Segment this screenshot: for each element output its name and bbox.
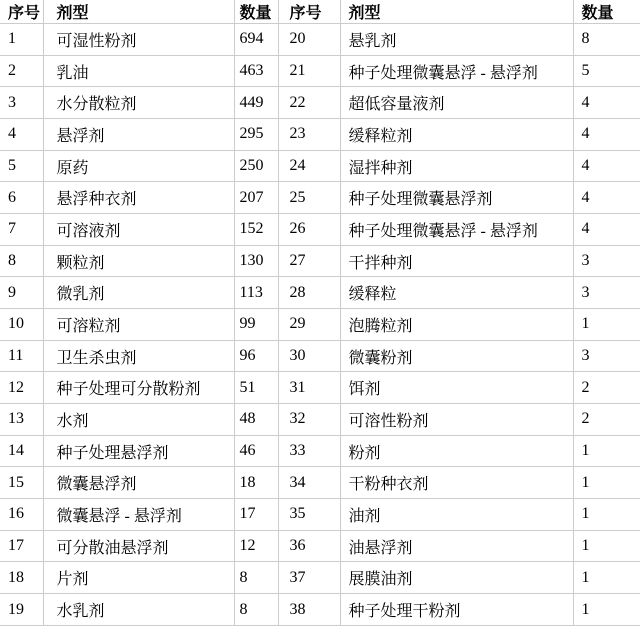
table-row [0, 594, 640, 626]
formulation-cell: 微乳剂 [43, 277, 234, 309]
serial-cell: 22 [278, 87, 340, 119]
serial-cell: 4 [0, 119, 43, 151]
formulation-cell: 悬浮剂 [43, 119, 234, 151]
formulation-cell: 干粉种衣剂 [340, 467, 573, 499]
table-row [0, 150, 640, 182]
serial-cell: 14 [0, 435, 43, 467]
formulation-cell: 可溶液剂 [43, 214, 234, 246]
formulation-cell: 种子处理微囊悬浮剂 [340, 182, 573, 214]
count-cell: 1 [573, 435, 640, 467]
formulation-cell: 可溶粒剂 [43, 309, 234, 341]
formulation-cell: 饵剂 [340, 372, 573, 404]
serial-cell: 21 [278, 55, 340, 87]
formulation-cell: 水分散粒剂 [43, 87, 234, 119]
formulation-cell: 微囊悬浮剂 [43, 467, 234, 499]
count-cell: 12 [234, 530, 278, 562]
count-cell: 113 [234, 277, 278, 309]
serial-cell: 7 [0, 214, 43, 246]
count-cell: 99 [234, 309, 278, 341]
table-row [0, 435, 640, 467]
count-cell: 295 [234, 119, 278, 151]
count-cell: 4 [573, 150, 640, 182]
formulation-cell: 湿拌种剂 [340, 150, 573, 182]
table-row [0, 499, 640, 531]
formulation-cell: 油剂 [340, 499, 573, 531]
formulation-cell: 种子处理悬浮剂 [43, 435, 234, 467]
table-row [0, 55, 640, 87]
formulation-cell: 可溶性粉剂 [340, 404, 573, 436]
serial-cell: 28 [278, 277, 340, 309]
table-row [0, 530, 640, 562]
count-cell: 18 [234, 467, 278, 499]
table-body [0, 24, 640, 626]
formulation-cell: 水剂 [43, 404, 234, 436]
formulation-cell: 可分散油悬浮剂 [43, 530, 234, 562]
formulation-cell: 微囊悬浮 - 悬浮剂 [43, 499, 234, 531]
formulation-cell: 片剂 [43, 562, 234, 594]
serial-cell: 25 [278, 182, 340, 214]
table-row [0, 372, 640, 404]
table-row [0, 119, 640, 151]
count-cell: 1 [573, 499, 640, 531]
count-cell: 3 [573, 277, 640, 309]
count-cell: 8 [573, 24, 640, 56]
serial-cell: 15 [0, 467, 43, 499]
count-cell: 449 [234, 87, 278, 119]
count-cell: 5 [573, 55, 640, 87]
count-cell: 4 [573, 214, 640, 246]
table-row [0, 24, 640, 56]
serial-cell: 23 [278, 119, 340, 151]
serial-cell: 34 [278, 467, 340, 499]
count-cell: 1 [573, 594, 640, 626]
table-row [0, 309, 640, 341]
serial-cell: 35 [278, 499, 340, 531]
count-cell: 694 [234, 24, 278, 56]
count-cell: 3 [573, 245, 640, 277]
table-row [0, 214, 640, 246]
count-cell: 51 [234, 372, 278, 404]
table-row [0, 562, 640, 594]
serial-cell: 31 [278, 372, 340, 404]
formulation-cell: 种子处理微囊悬浮 - 悬浮剂 [340, 214, 573, 246]
serial-cell: 17 [0, 530, 43, 562]
formulation-cell: 可湿性粉剂 [43, 24, 234, 56]
serial-cell: 30 [278, 340, 340, 372]
count-cell: 207 [234, 182, 278, 214]
serial-cell: 24 [278, 150, 340, 182]
count-cell: 46 [234, 435, 278, 467]
count-cell: 17 [234, 499, 278, 531]
header-row [0, 0, 640, 24]
count-cell: 3 [573, 340, 640, 372]
header-count-right: 数量 [573, 0, 640, 24]
serial-cell: 26 [278, 214, 340, 246]
formulation-cell: 颗粒剂 [43, 245, 234, 277]
header-formulation-right: 剂型 [340, 0, 573, 24]
count-cell: 96 [234, 340, 278, 372]
formulation-cell: 种子处理可分散粉剂 [43, 372, 234, 404]
serial-cell: 33 [278, 435, 340, 467]
formulation-cell: 缓释粒 [340, 277, 573, 309]
count-cell: 8 [234, 594, 278, 626]
formulation-cell: 卫生杀虫剂 [43, 340, 234, 372]
serial-cell: 12 [0, 372, 43, 404]
serial-cell: 6 [0, 182, 43, 214]
serial-cell: 3 [0, 87, 43, 119]
serial-cell: 29 [278, 309, 340, 341]
count-cell: 463 [234, 55, 278, 87]
formulation-cell: 油悬浮剂 [340, 530, 573, 562]
serial-cell: 11 [0, 340, 43, 372]
serial-cell: 18 [0, 562, 43, 594]
table-row [0, 182, 640, 214]
count-cell: 48 [234, 404, 278, 436]
count-cell: 1 [573, 562, 640, 594]
serial-cell: 2 [0, 55, 43, 87]
serial-cell: 19 [0, 594, 43, 626]
count-cell: 1 [573, 309, 640, 341]
serial-cell: 38 [278, 594, 340, 626]
count-cell: 1 [573, 530, 640, 562]
formulation-cell: 缓释粒剂 [340, 119, 573, 151]
formulation-cell: 乳油 [43, 55, 234, 87]
table-row [0, 467, 640, 499]
header-count-left: 数量 [234, 0, 278, 24]
serial-cell: 20 [278, 24, 340, 56]
table-row [0, 340, 640, 372]
count-cell: 152 [234, 214, 278, 246]
serial-cell: 16 [0, 499, 43, 531]
formulation-cell: 干拌种剂 [340, 245, 573, 277]
serial-cell: 5 [0, 150, 43, 182]
count-cell: 8 [234, 562, 278, 594]
formulation-cell: 种子处理干粉剂 [340, 594, 573, 626]
serial-cell: 13 [0, 404, 43, 436]
table-row [0, 277, 640, 309]
formulation-cell: 微囊粉剂 [340, 340, 573, 372]
serial-cell: 9 [0, 277, 43, 309]
table-row [0, 87, 640, 119]
formulation-cell: 泡腾粒剂 [340, 309, 573, 341]
table-row [0, 404, 640, 436]
formulation-cell: 种子处理微囊悬浮 - 悬浮剂 [340, 55, 573, 87]
serial-cell: 1 [0, 24, 43, 56]
table-row [0, 245, 640, 277]
count-cell: 250 [234, 150, 278, 182]
count-cell: 130 [234, 245, 278, 277]
serial-cell: 36 [278, 530, 340, 562]
count-cell: 4 [573, 182, 640, 214]
formulation-cell: 超低容量液剂 [340, 87, 573, 119]
formulation-cell: 悬乳剂 [340, 24, 573, 56]
header-serial-left: 序号 [0, 0, 43, 24]
header-serial-right: 序号 [278, 0, 340, 24]
serial-cell: 27 [278, 245, 340, 277]
count-cell: 4 [573, 119, 640, 151]
serial-cell: 37 [278, 562, 340, 594]
count-cell: 2 [573, 404, 640, 436]
count-cell: 2 [573, 372, 640, 404]
serial-cell: 10 [0, 309, 43, 341]
formulation-cell: 展膜油剂 [340, 562, 573, 594]
formulation-cell: 粉剂 [340, 435, 573, 467]
serial-cell: 8 [0, 245, 43, 277]
serial-cell: 32 [278, 404, 340, 436]
header-formulation-left: 剂型 [43, 0, 234, 24]
count-cell: 1 [573, 467, 640, 499]
formulation-cell: 水乳剂 [43, 594, 234, 626]
formulation-cell: 原药 [43, 150, 234, 182]
count-cell: 4 [573, 87, 640, 119]
formulation-cell: 悬浮种衣剂 [43, 182, 234, 214]
